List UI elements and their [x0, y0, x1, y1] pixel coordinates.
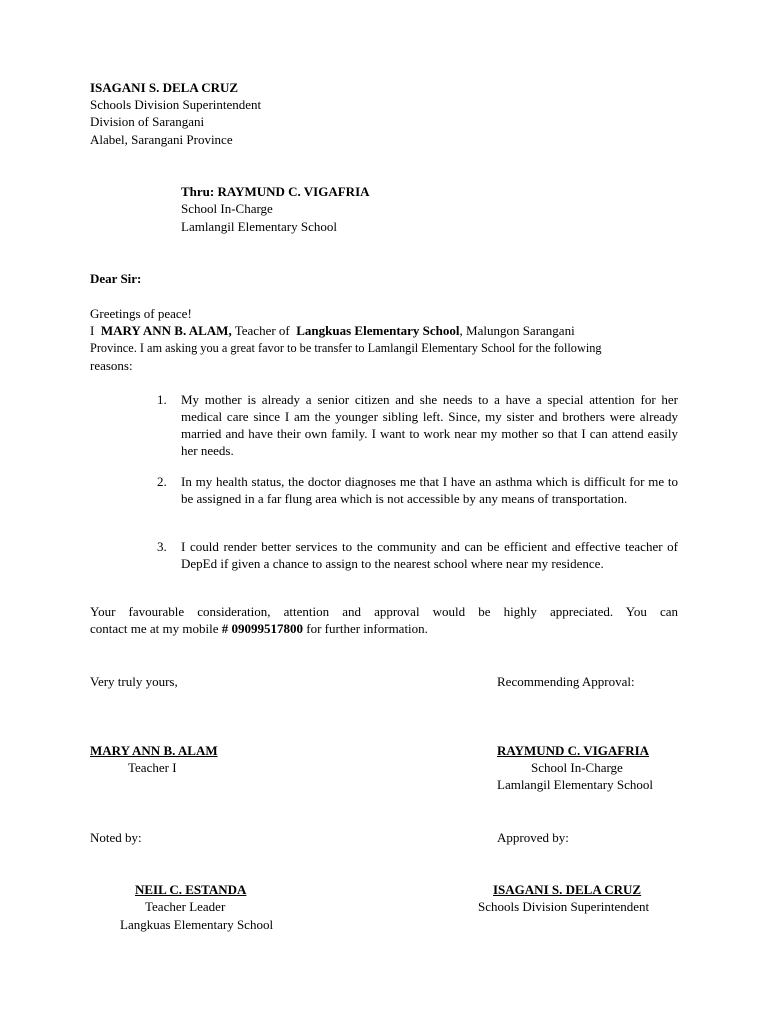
- intro-line-1: [90, 322, 678, 339]
- thru-school: Lamlangil Elementary School: [181, 219, 337, 234]
- intro-name: MARY ANN B. ALAM,: [100, 323, 232, 338]
- incharge-school: Lamlangil Elementary School: [497, 777, 653, 792]
- contact-post: for further information.: [306, 621, 428, 636]
- noted-label: Noted by:: [90, 830, 142, 845]
- incharge-title: School In-Charge: [531, 760, 623, 775]
- teacher-title: Teacher I: [128, 760, 177, 775]
- recipient-address: Alabel, Sarangani Province: [90, 132, 233, 147]
- intro-rest: , Malungon Sarangani: [459, 323, 575, 338]
- intro-mid: Teacher of: [234, 323, 290, 338]
- reason-3-text: I could render better services to the community and can be efficient and effective teacher of DepEd if given a chance to assign to the nearest school where near my residence.: [181, 539, 678, 571]
- teacher-name: MARY ANN B. ALAM: [90, 743, 218, 758]
- intro-line-2: Province. I am asking you a great favor to be transfer to Lamlangil Elementary School for the following: [90, 341, 602, 355]
- sds-title: Schools Division Superintendent: [478, 899, 650, 914]
- recommending-label: Recommending Approval:: [497, 674, 635, 689]
- contact-pre: contact me at my mobile: [90, 621, 219, 636]
- greeting: Greetings of peace!: [90, 306, 192, 321]
- closing-line-2: [90, 620, 428, 637]
- intro-line-3: reasons:: [90, 358, 133, 373]
- mobile-number: # 09099517800: [221, 621, 304, 636]
- reason-1-text: My mother is already a senior citizen and she needs to a have a special attention for her medical care since I am the younger sibling left. Since, my sister and brothers were already married and have their own family. I want to work near my mother so that I can attend easily her needs.: [181, 392, 678, 458]
- leader-title: Teacher Leader: [145, 899, 226, 914]
- sds-name: ISAGANI S. DELA CRUZ: [493, 882, 642, 897]
- approved-label: Approved by:: [497, 830, 569, 845]
- intro-prefix: I: [90, 323, 95, 338]
- closing-phrase: Very truly yours,: [90, 674, 178, 689]
- reason-2-text: In my health status, the doctor diagnoses me that I have an asthma which is difficult for me to be assigned in a far flung area which is not accessible by any means of transportation.: [181, 474, 678, 506]
- recipient-name: ISAGANI S. DELA CRUZ: [90, 80, 239, 95]
- recipient-title: Schools Division Superintendent: [90, 97, 262, 112]
- reason-2-number: 2.: [157, 474, 167, 489]
- leader-school: Langkuas Elementary School: [120, 917, 274, 932]
- reason-3-number: 3.: [157, 539, 167, 554]
- salutation: Dear Sir:: [90, 271, 142, 286]
- reason-1-number: 1.: [157, 392, 167, 407]
- thru-title: School In-Charge: [181, 201, 273, 216]
- incharge-name: RAYMUND C. VIGAFRIA: [497, 743, 650, 758]
- recipient-division: Division of Sarangani: [90, 114, 205, 129]
- thru-line: Thru: RAYMUND C. VIGAFRIA: [181, 184, 370, 199]
- closing-line-1: Your favourable consideration, attention and approval would be highly appreciated. You can: [90, 604, 678, 619]
- leader-name: NEIL C. ESTANDA: [135, 882, 247, 897]
- intro-school: Langkuas Elementary School: [296, 323, 460, 338]
